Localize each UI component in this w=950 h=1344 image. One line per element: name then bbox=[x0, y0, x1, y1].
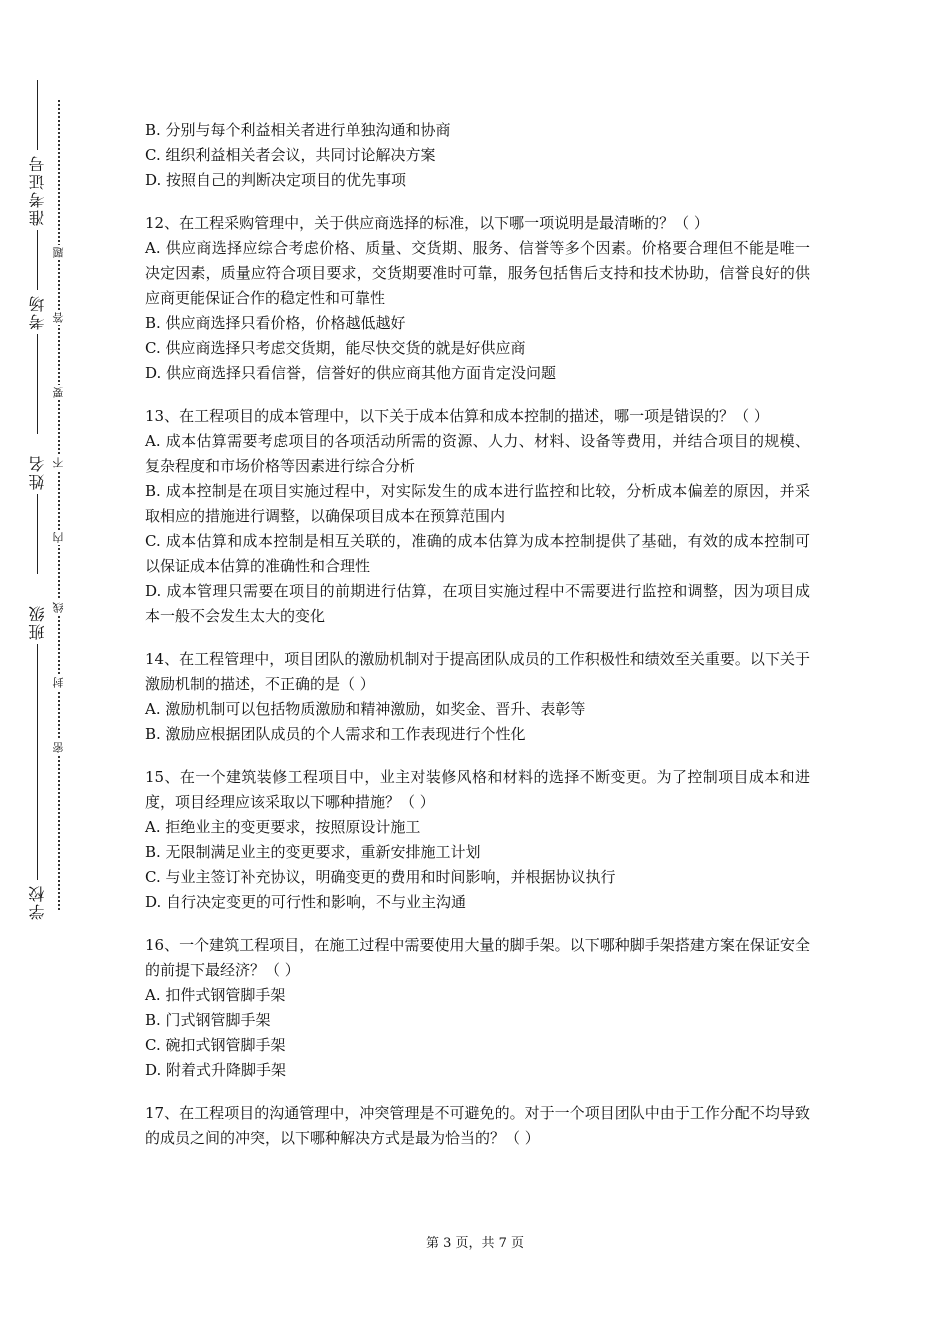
option: A. 拒绝业主的变更要求，按照原设计施工 bbox=[145, 818, 421, 836]
question-11-continued bbox=[145, 118, 810, 193]
seal-char: 要 bbox=[52, 387, 65, 398]
question-stem: 15、在一个建筑装修工程项目中，业主对装修风格和材料的选择不断变更。为了控制项目成本和进度，项目经理应该采取以下哪种措施？（ ） bbox=[145, 768, 810, 811]
seal-char: 封 bbox=[52, 677, 65, 688]
option: B. 供应商选择只看价格，价格越低越好 bbox=[145, 314, 406, 332]
option: B. 激励应根据团队成员的个人需求和工作表现进行个性化 bbox=[145, 725, 526, 743]
option: A. 供应商选择应综合考虑价格、质量、交货期、服务、信誉等多个因素。价格要合理但不能是唯一决定因素，质量应符合项目要求，交货期要准时可靠，服务包括售后支持和技术协助，信誉良好的供应商更能保证合作的稳定性和可靠性 bbox=[145, 239, 810, 307]
question-stem: 14、在工程管理中，项目团队的激励机制对于提高团队成员的工作积极性和绩效至关重要。以下关于激励机制的描述，不正确的是（ ） bbox=[145, 650, 810, 693]
exam-number-field bbox=[22, 80, 52, 290]
exam-content bbox=[145, 118, 810, 1169]
page-footer: 第 3 页，共 7 页 bbox=[425, 1236, 525, 1251]
option: A. 激励机制可以包括物质激励和精神激励，如奖金、晋升、表彰等 bbox=[145, 700, 586, 718]
question-13 bbox=[145, 404, 810, 629]
option: B. 成本控制是在项目实施过程中，对实际发生的成本进行监控和比较，分析成本偏差的原因，并采取相应的措施进行调整，以确保项目成本在预算范围内 bbox=[145, 482, 810, 525]
option: D. 附着式升降脚手架 bbox=[145, 1061, 287, 1079]
option: C. 成本估算和成本控制是相互关联的，准确的成本估算为成本控制提供了基础，有效的成本控制可以保证成本估算的准确性和合理性 bbox=[145, 532, 810, 575]
name-label: 姓名 bbox=[27, 454, 47, 490]
question-stem: 13、在工程项目的成本管理中，以下关于成本估算和成本控制的描述，哪一项是错误的？（ ） bbox=[145, 407, 769, 425]
question-16 bbox=[145, 933, 810, 1083]
school-label: 学校 bbox=[27, 884, 47, 920]
option: C. 组织利益相关者会议，共同讨论解决方案 bbox=[145, 146, 436, 164]
option: B. 分别与每个利益相关者进行单独沟通和协商 bbox=[145, 121, 451, 139]
seal-char: 答 bbox=[52, 312, 65, 323]
question-stem: 12、在工程采购管理中，关于供应商选择的标准，以下哪一项说明是最清晰的？（ ） bbox=[145, 214, 709, 232]
option: C. 与业主签订补充协议，明确变更的费用和时间影响，并根据协议执行 bbox=[145, 868, 616, 886]
seal-char: 不 bbox=[52, 457, 65, 468]
exam-room-label: 考场 bbox=[27, 294, 47, 330]
option: C. 供应商选择只考虑交货期，能尽快交货的就是好供应商 bbox=[145, 339, 526, 357]
class-field bbox=[22, 600, 52, 784]
option: D. 自行决定变更的可行性和影响，不与业主沟通 bbox=[145, 893, 467, 911]
option: A. 成本估算需要考虑项目的各项活动所需的资源、人力、材料、设备等费用，并结合项目的规模、复杂程度和市场价格等因素进行综合分析 bbox=[145, 432, 810, 475]
school-field bbox=[22, 770, 52, 924]
seal-char: 密 bbox=[52, 742, 65, 753]
seal-char: 线 bbox=[52, 602, 65, 613]
option: C. 碗扣式钢管脚手架 bbox=[145, 1036, 286, 1054]
question-14 bbox=[145, 647, 810, 747]
option: D. 成本管理只需要在项目的前期进行估算，在项目实施过程中不需要进行监控和调整，因为项目成本一般不会发生太大的变化 bbox=[145, 582, 810, 625]
question-17 bbox=[145, 1101, 810, 1151]
name-field bbox=[22, 450, 52, 574]
option: B. 门式钢管脚手架 bbox=[145, 1011, 271, 1029]
option: A. 扣件式钢管脚手架 bbox=[145, 986, 286, 1004]
option: B. 无限制满足业主的变更要求，重新安排施工计划 bbox=[145, 843, 481, 861]
binding-margin bbox=[22, 80, 52, 920]
exam-room-field bbox=[22, 290, 52, 434]
question-15 bbox=[145, 765, 810, 915]
question-stem: 17、在工程项目的沟通管理中，冲突管理是不可避免的。对于一个项目团队中由于工作分配不均导致的成员之间的冲突，以下哪种解决方式是最为恰当的？（ ） bbox=[145, 1104, 810, 1147]
exam-number-label: 准考证号 bbox=[27, 154, 47, 226]
question-stem: 16、一个建筑工程项目，在施工过程中需要使用大量的脚手架。以下哪种脚手架搭建方案在保证安全的前提下最经济？（ ） bbox=[145, 936, 810, 979]
class-label: 班级 bbox=[27, 604, 47, 640]
seal-line bbox=[52, 100, 78, 910]
seal-char: 内 bbox=[52, 532, 65, 543]
seal-char: 题 bbox=[52, 247, 65, 258]
question-12 bbox=[145, 211, 810, 386]
option: D. 供应商选择只看信誉，信誉好的供应商其他方面肯定没问题 bbox=[145, 364, 557, 382]
option: D. 按照自己的判断决定项目的优先事项 bbox=[145, 171, 407, 189]
